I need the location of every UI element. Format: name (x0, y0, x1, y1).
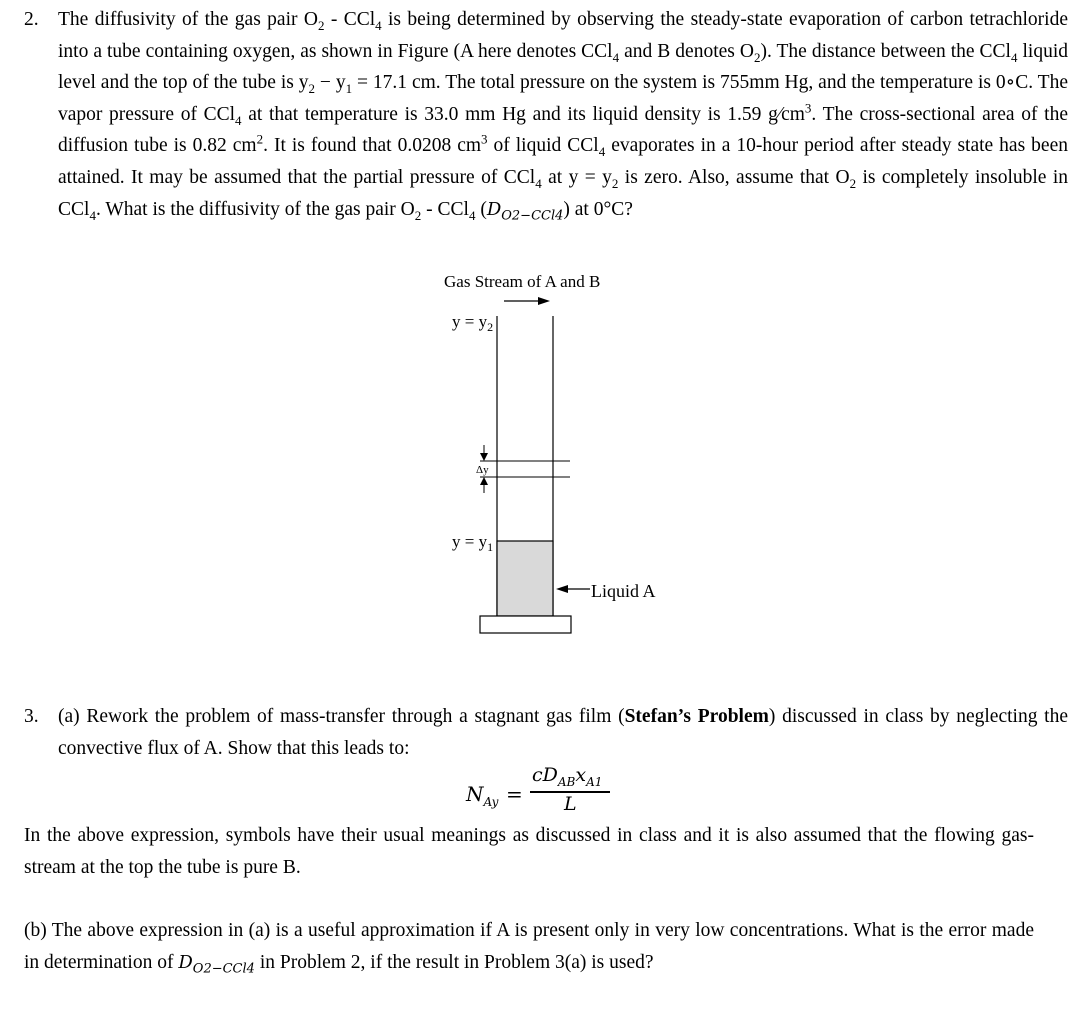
equation-equals: = (506, 782, 523, 806)
problem-3-number: 3. (24, 706, 39, 727)
equation-denominator: L (564, 793, 577, 815)
y2-label: $y = y_2$ (452, 312, 494, 334)
diffusivity-symbol: $D_{O2-CCl4}$ (486, 198, 564, 224)
y1-label: $y = y_1$ (452, 532, 494, 554)
delta-y-label: Δy (476, 464, 489, 476)
equation-numerator: $cD_{AB}x_{A1}$ (532, 764, 603, 789)
problem-3a-note: In the above expression, symbols have their usual meanings as discussed in class and it is also assumed that the flowing gas-stream at the top the tube is pure B. (24, 825, 1034, 878)
gas-stream-arrow-icon (504, 297, 550, 305)
diffusivity-symbol-3b: $D_{O2-CCl4}$ (178, 951, 255, 977)
stefans-problem-term: Stefan’s Problem (624, 706, 769, 727)
problem-3a-text: 3. (a) Rework the problem of mass-transfer through a stagnant gas film (Stefan’s Problem) discussed in class by neglecting the convective flux of A. Show that this leads to: (24, 701, 1068, 764)
liquid-a-label: Liquid A (591, 581, 656, 601)
equation-lhs: $N_{Ay}$ (466, 782, 499, 809)
problem-2-number: 2. (24, 9, 39, 30)
tube-base (480, 616, 571, 633)
gas-stream-label: Gas Stream of A and B (444, 272, 601, 291)
problem-2-text: 2. The diffusivity of the gas pair $O_2 - CCl_4$ is being determined by observing the steady-state evaporation of carbon tetrachloride into a tube containing oxygen, as shown in Figure (A here denotes CCl$_4$ and B denotes $O_2$). The distance between the CCl$_4$ liquid level and the top of the tube is $y_2 - y_1 = 17.1$ cm. The total pressure on the system is 755mm Hg, and the temperature is 0∘C. The vapor pressure of CCl$_4$ at that temperature is 33.0 mm Hg and its liquid density is 1.59 $g⁄cm^3$. The cross-sectional area of the diffusion tube is 0.82 $cm^2$. It is found that 0.0208 $cm^3$ of liquid CCl$_4$ evaporates in a 10-hour period after steady state has been attained. It may be assumed that the partial pressure of CCl$_4$ at $y = y_2$ is zero. Also, assume that $O_2$ is completely insoluble in CCl$_4$. What is the diffusivity of the gas pair $O_2 - CCl_4$ $(D_{O2-CCl4})$ at 0°C? (24, 4, 1068, 225)
liquid-pointer-arrow-icon (556, 585, 590, 593)
problem-3b-text: (b) The above expression in (a) is a useful approximation if A is present only in very low concentrations. What is the error made in determination of $D_{O2-CCl4}$ in Problem 2, if the result in Problem 3(a) is used? (24, 920, 1034, 977)
liquid-a-fill (497, 541, 553, 616)
